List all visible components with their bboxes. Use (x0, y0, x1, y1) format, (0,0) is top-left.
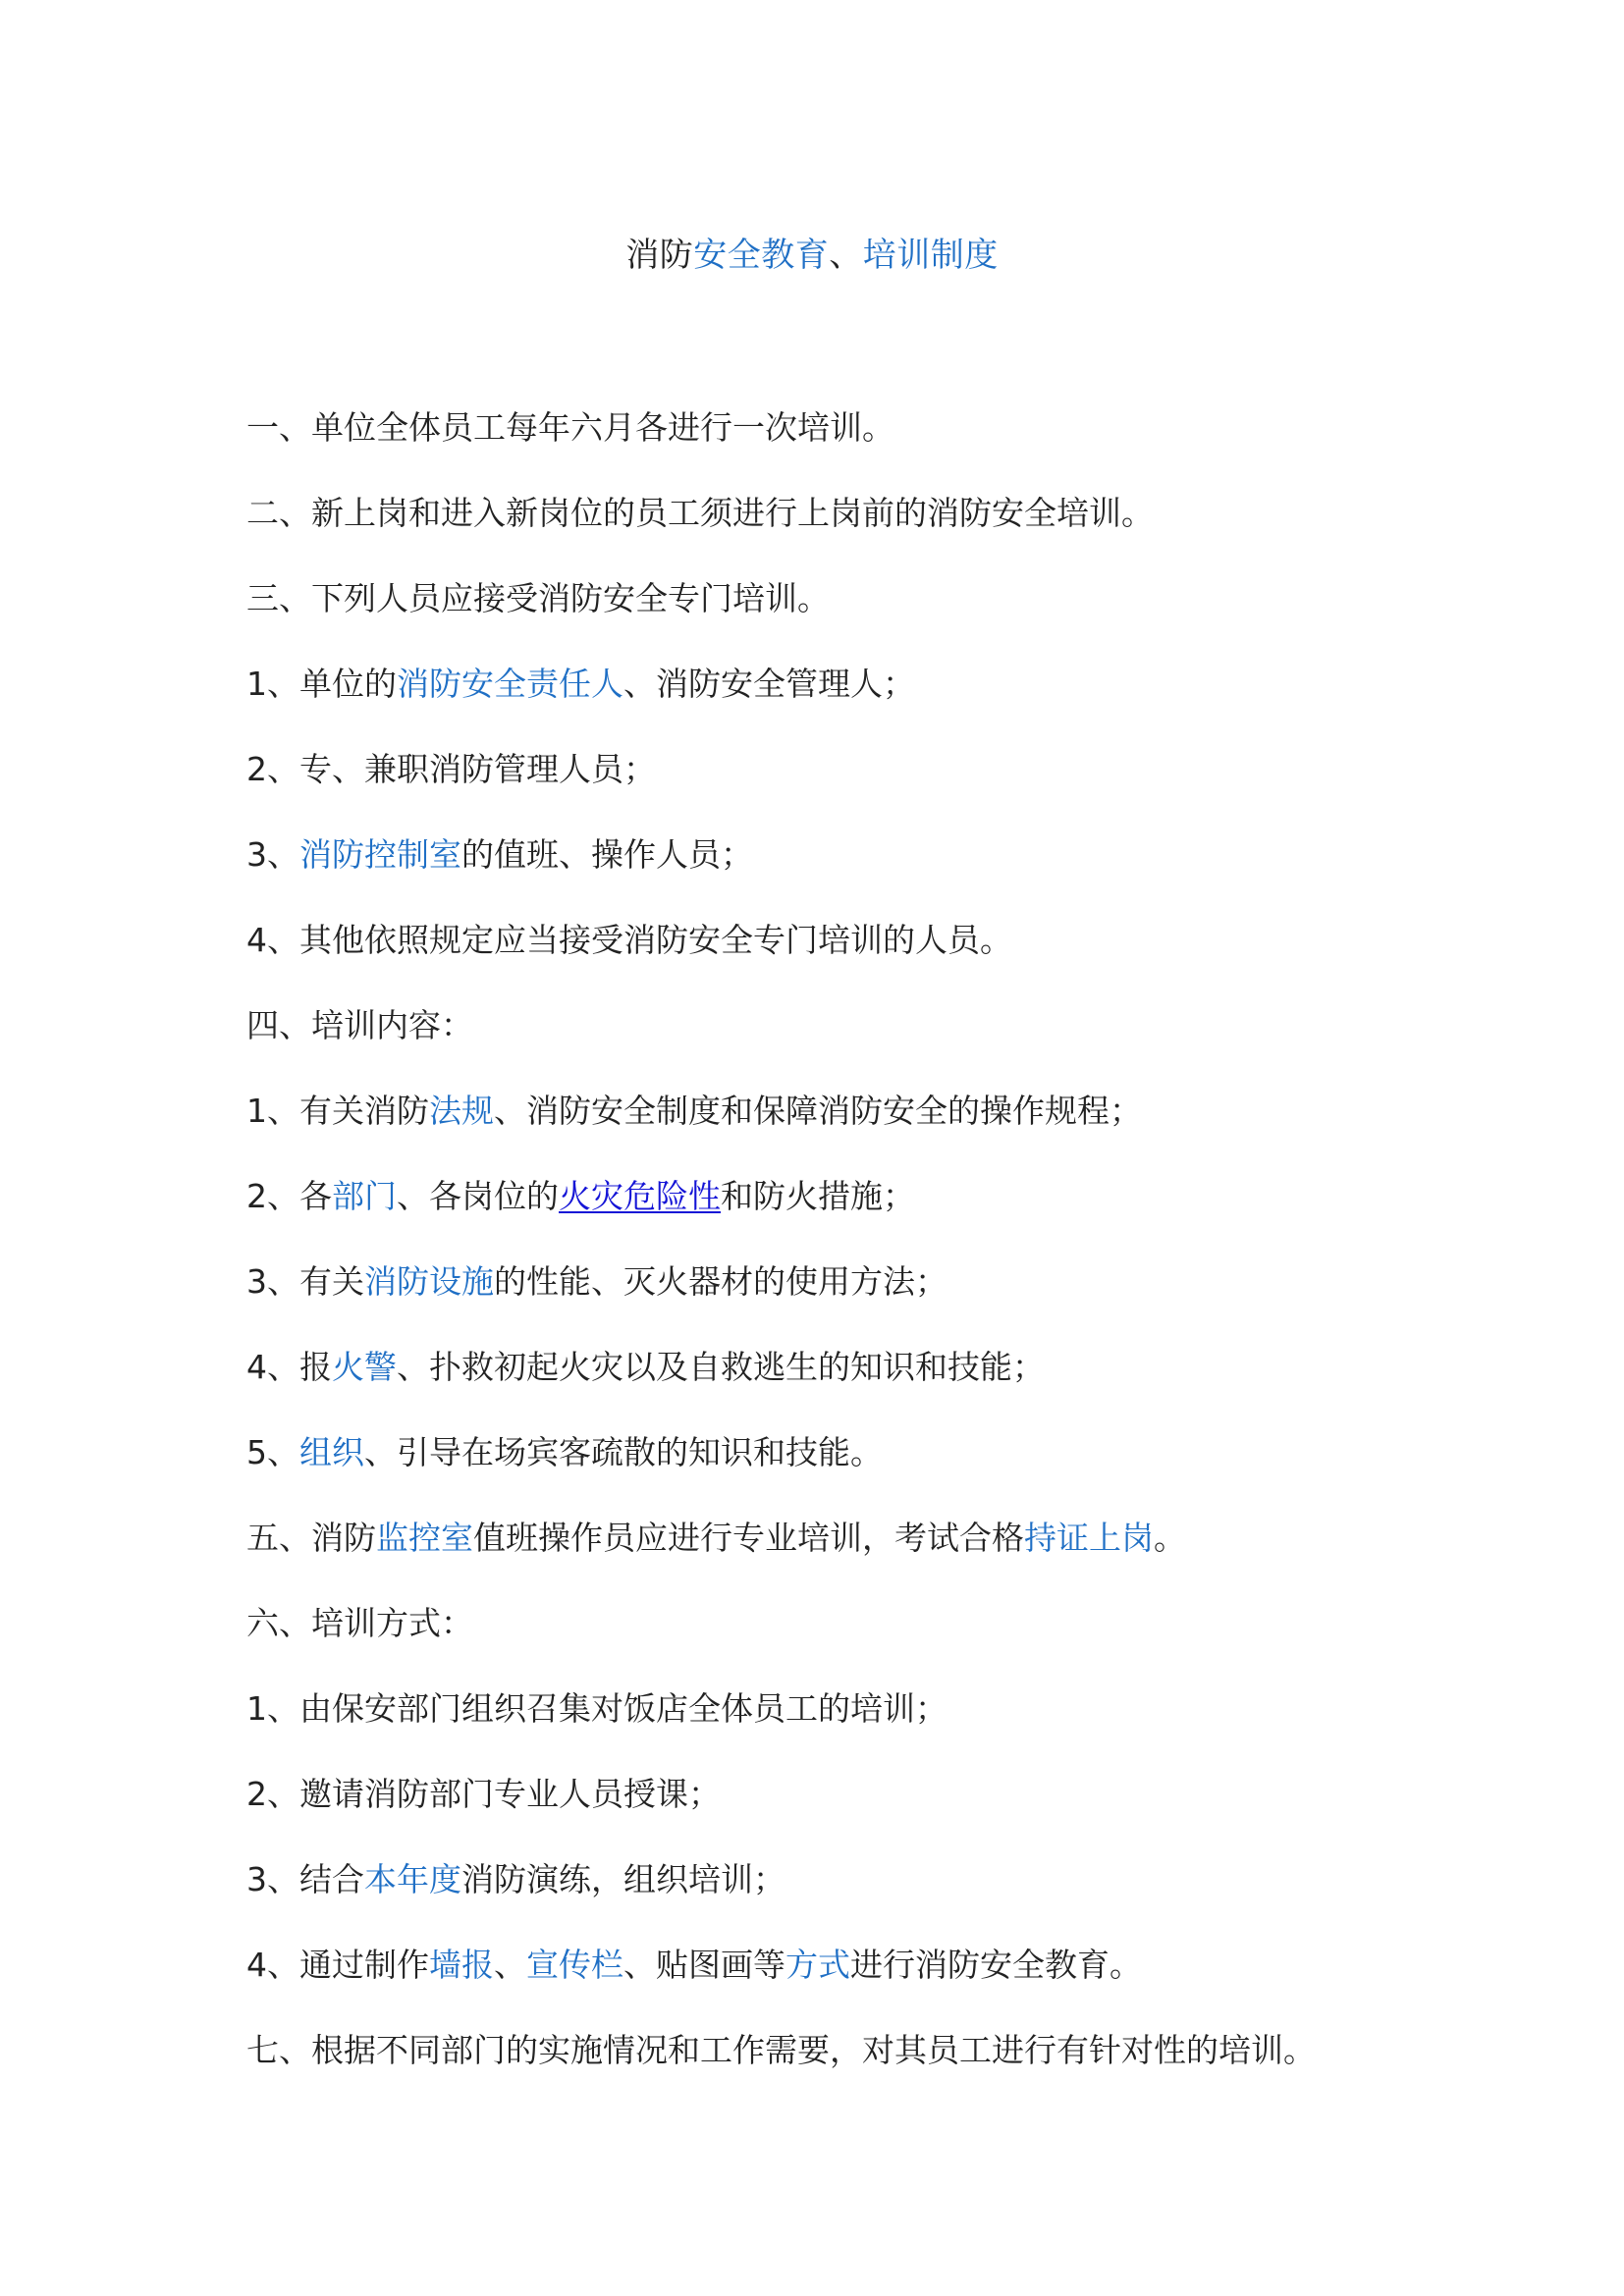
keyword-link[interactable]: 监控室 (376, 1519, 473, 1557)
document-paragraph (246, 1942, 1484, 2027)
document-title (0, 232, 1624, 279)
text-run: 4、通过制作 (246, 1946, 429, 1984)
keyword-link[interactable]: 持证上岗 (1024, 1519, 1154, 1557)
text-run: 、消防安全管理人； (623, 665, 915, 703)
underlined-keyword-link[interactable]: 火灾危险性 (559, 1177, 721, 1215)
text-run: 2、各 (246, 1177, 332, 1215)
text-run: 、 (494, 1946, 526, 1984)
keyword-link[interactable]: 本年度 (364, 1860, 461, 1898)
document-paragraph (246, 1088, 1484, 1173)
keyword-link[interactable]: 火警 (332, 1348, 397, 1386)
text-run: 1、单位的 (246, 665, 397, 703)
document-body (246, 404, 1484, 2112)
text-run: 4、报 (246, 1348, 332, 1386)
text-run: 值班操作员应进行专业培训，考试合格 (473, 1519, 1024, 1557)
document-paragraph (246, 1600, 1484, 1685)
text-run: 消防 (625, 236, 694, 275)
text-run: 、各岗位的 (397, 1177, 559, 1215)
keyword-link[interactable]: 消防控制室 (299, 835, 461, 874)
document-paragraph (246, 831, 1484, 917)
document-paragraph (246, 1173, 1484, 1258)
text-run: 进行消防安全教育。 (850, 1946, 1142, 1984)
document-paragraph (246, 1515, 1484, 1600)
text-run: 五、消防 (246, 1519, 376, 1557)
document-paragraph (246, 1002, 1484, 1088)
document-paragraph (246, 1258, 1484, 1344)
text-run: 3、结合 (246, 1860, 364, 1898)
text-run: 1、由保安部门组织召集对饭店全体员工的培训； (246, 1689, 947, 1728)
text-run: 二、新上岗和进入新岗位的员工须进行上岗前的消防安全培训。 (246, 494, 1154, 532)
keyword-link[interactable]: 法规 (429, 1092, 494, 1130)
document-paragraph (246, 917, 1484, 1002)
text-run: 3、 (246, 835, 299, 874)
keyword-link[interactable]: 消防设施 (364, 1262, 494, 1301)
text-run: 四、培训内容： (246, 1006, 473, 1044)
text-run: 六、培训方式： (246, 1604, 473, 1642)
text-run: 一、单位全体员工每年六月各进行一次培训。 (246, 408, 894, 447)
text-run: 5、 (246, 1433, 299, 1471)
text-run: 2、专、兼职消防管理人员； (246, 750, 656, 788)
text-run: 七、根据不同部门的实施情况和工作需要，对其员工进行有针对性的培训。 (246, 2031, 1316, 2069)
document-paragraph (246, 2027, 1484, 2112)
keyword-link[interactable]: 墙报 (429, 1946, 494, 1984)
text-run: 、消防安全制度和保障消防安全的操作规程； (494, 1092, 1142, 1130)
text-run: 的性能、灭火器材的使用方法； (494, 1262, 947, 1301)
document-paragraph (246, 661, 1484, 746)
text-run: 1、有关消防 (246, 1092, 429, 1130)
text-run: 的值班、操作人员； (461, 835, 753, 874)
document-paragraph (246, 1685, 1484, 1771)
text-run: 、贴图画等 (623, 1946, 785, 1984)
text-run: 3、有关 (246, 1262, 364, 1301)
document-paragraph (246, 1771, 1484, 1856)
keyword-link[interactable]: 培训制度 (862, 236, 999, 275)
document-paragraph (246, 1344, 1484, 1429)
document-paragraph (246, 575, 1484, 661)
text-run: 、扑救初起火灾以及自救逃生的知识和技能； (397, 1348, 1045, 1386)
text-run: 2、邀请消防部门专业人员授课； (246, 1775, 721, 1813)
text-run: 三、下列人员应接受消防安全专门培训。 (246, 579, 830, 617)
document-paragraph (246, 1429, 1484, 1515)
document-paragraph (246, 404, 1484, 490)
keyword-link[interactable]: 组织 (299, 1433, 364, 1471)
text-run: 和防火措施； (721, 1177, 915, 1215)
keyword-link[interactable]: 方式 (785, 1946, 850, 1984)
document-paragraph (246, 746, 1484, 831)
text-run: 4、其他依照规定应当接受消防安全专门培训的人员。 (246, 921, 1012, 959)
text-run: 、 (829, 236, 863, 275)
text-run: 消防演练，组织培训； (461, 1860, 785, 1898)
text-run: 、引导在场宾客疏散的知识和技能。 (364, 1433, 883, 1471)
keyword-link[interactable]: 安全教育 (693, 236, 830, 275)
keyword-link[interactable]: 部门 (332, 1177, 397, 1215)
text-run: 。 (1154, 1519, 1186, 1557)
keyword-link[interactable]: 消防安全责任人 (397, 665, 623, 703)
document-paragraph (246, 1856, 1484, 1942)
keyword-link[interactable]: 宣传栏 (526, 1946, 623, 1984)
document-paragraph (246, 490, 1484, 575)
